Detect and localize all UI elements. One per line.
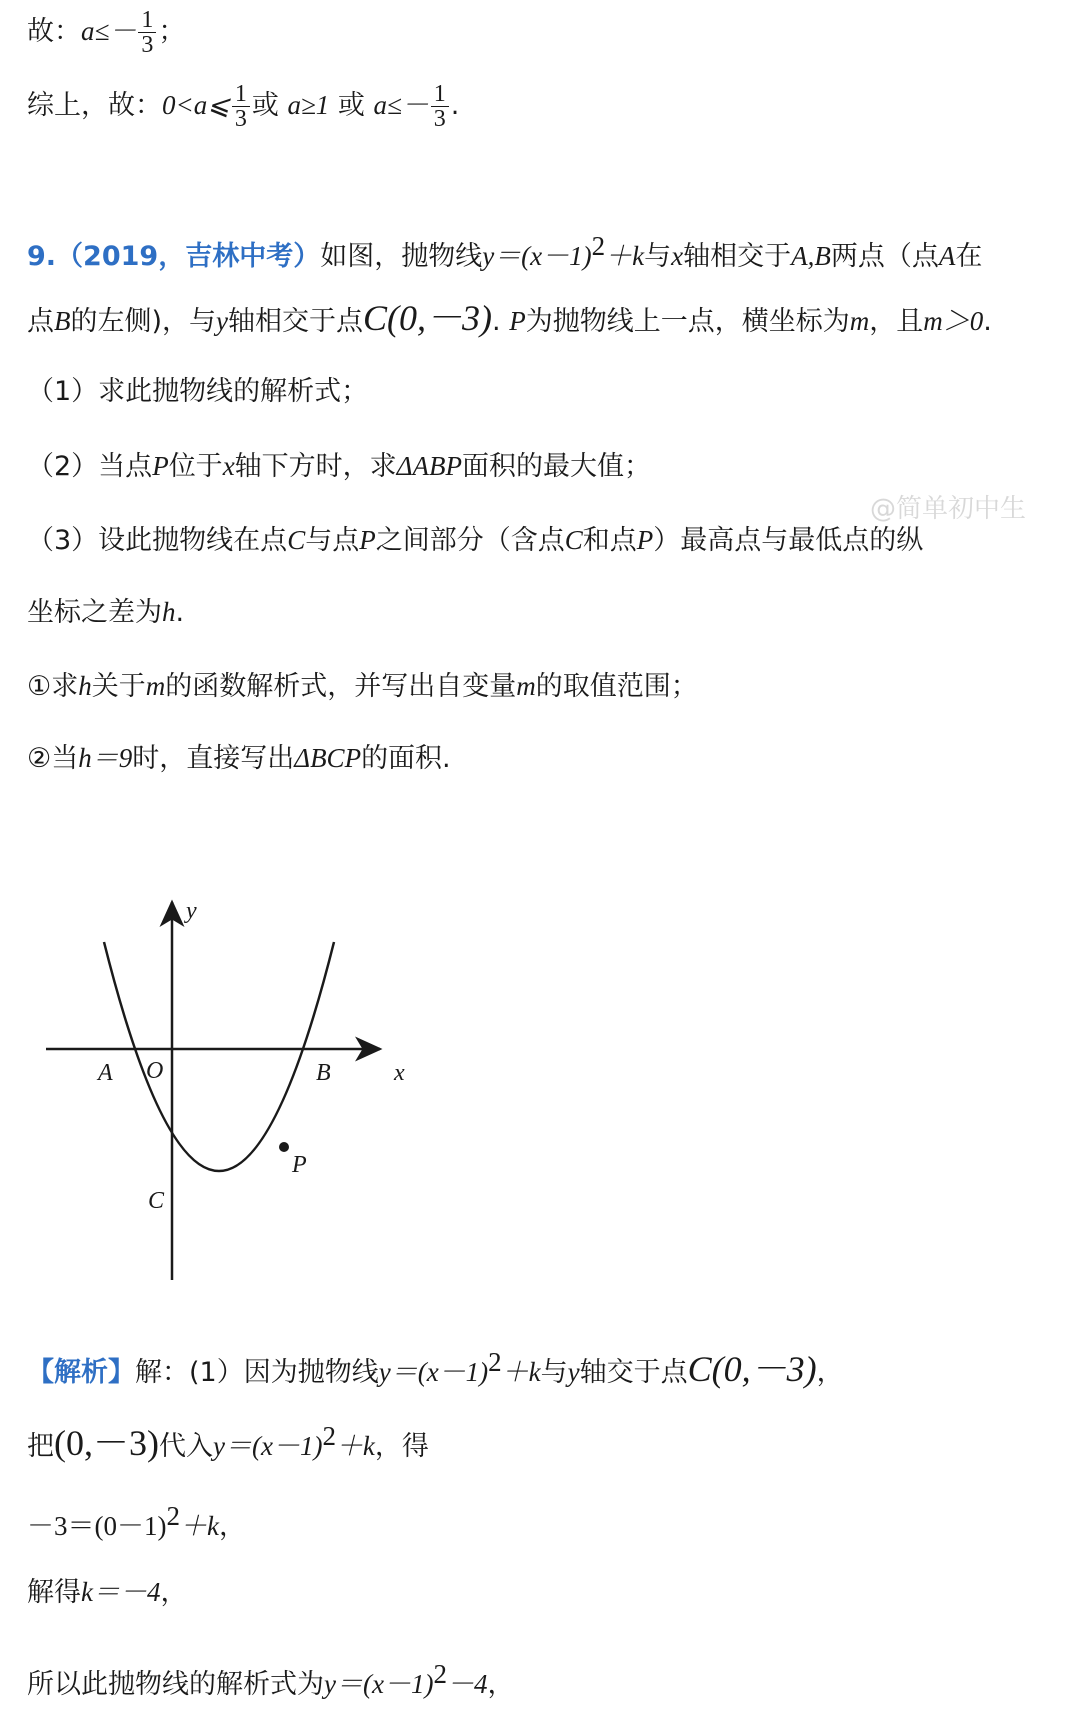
math: m <box>849 306 870 336</box>
text: ， <box>487 1669 515 1700</box>
text: 为抛物线上一点，横坐标为 <box>525 306 850 337</box>
math: B <box>54 306 71 336</box>
problem-line-1 <box>27 226 982 277</box>
text: 综上，故： <box>27 90 162 121</box>
x-axis-label: x <box>394 1060 405 1086</box>
parabola-figure <box>0 880 460 1300</box>
question-2 <box>27 446 651 487</box>
text: ， <box>218 1511 246 1542</box>
math: x <box>671 241 684 271</box>
prev-line-1 <box>27 8 185 57</box>
watermark: @简单初中生 <box>870 494 1027 524</box>
text: 与 <box>540 1357 568 1388</box>
text: ②当 <box>27 743 79 774</box>
text: ， <box>816 1357 844 1388</box>
fraction-den: 3 <box>234 106 247 132</box>
text: 解：(1）因为抛物线 <box>135 1357 379 1388</box>
question-1 <box>27 372 368 412</box>
math: a≥1 <box>287 90 330 120</box>
math: a≤－ <box>81 16 137 46</box>
math: y＝(x－1) <box>212 1431 323 1461</box>
math: a≤－ <box>373 90 429 120</box>
text: （1）求此抛物线的解析式； <box>27 376 369 407</box>
math: C(0,－3) <box>687 1349 817 1389</box>
text: 轴交于点 <box>579 1357 688 1388</box>
text: 故： <box>27 16 81 47</box>
exponent: 2 <box>488 1347 502 1377</box>
text: ，且 <box>869 306 924 337</box>
text: ）最高点与最低点的纵 <box>653 525 924 556</box>
text: ； <box>158 16 186 47</box>
math: C <box>287 525 306 555</box>
fraction <box>232 82 250 131</box>
fraction <box>138 8 156 57</box>
text: （3）设此抛物线在点 <box>27 525 288 556</box>
math: 0<a⩽ <box>162 90 230 120</box>
prev-line-2 <box>27 82 459 131</box>
math: h <box>162 597 176 627</box>
math: P <box>359 525 376 555</box>
math: ΔBCP <box>294 743 362 773</box>
text: 或 <box>337 90 365 121</box>
text: ①求 <box>27 671 79 702</box>
text: . <box>175 597 185 628</box>
fraction-den: 3 <box>141 32 154 58</box>
fraction-num: 1 <box>138 8 156 33</box>
math: P <box>636 525 654 555</box>
text: 解得 <box>27 1577 81 1608</box>
exponent: 2 <box>322 1421 336 1451</box>
text: . <box>983 306 992 337</box>
math: y <box>567 1357 580 1387</box>
text: 位于 <box>168 451 223 482</box>
math: y＝(x－1) <box>378 1357 489 1387</box>
solution-line-5 <box>27 1654 514 1705</box>
text: 把 <box>27 1431 54 1462</box>
text: 的取值范围； <box>535 671 698 702</box>
text: 面积的最大值； <box>462 451 651 482</box>
parabola-curve <box>104 942 334 1171</box>
text: 轴相交于点 <box>228 306 364 337</box>
text: ，得 <box>374 1431 429 1462</box>
math: P <box>509 306 526 336</box>
question-3-cont <box>27 592 184 633</box>
point-c-label: C <box>148 1188 165 1214</box>
text: 轴下方时，求 <box>234 451 397 482</box>
math: ＋k <box>605 241 645 271</box>
point-a-label: A <box>98 1060 113 1086</box>
fraction-den: 3 <box>433 106 446 132</box>
math: ＋k <box>179 1511 219 1541</box>
math: m＞0 <box>923 306 984 336</box>
text: 坐标之差为 <box>27 597 162 628</box>
math: k＝－4 <box>81 1577 161 1607</box>
subquestion-1 <box>27 666 698 707</box>
math: y＝(x－1) <box>324 1669 434 1699</box>
solution-tag: 【解析】 <box>27 1357 135 1388</box>
math: P <box>152 451 169 481</box>
origin-label: O <box>146 1058 164 1084</box>
math: m <box>145 671 166 701</box>
math: ＋k <box>335 1431 375 1461</box>
text: 之间部分（含点 <box>375 525 565 556</box>
text: 的函数解析式，并写出自变量 <box>165 671 517 702</box>
exponent: 2 <box>433 1659 447 1689</box>
solution-line-2 <box>27 1416 429 1467</box>
exponent: 2 <box>166 1501 180 1531</box>
math: C(0,－3) <box>363 298 493 338</box>
text: 轴相交于 <box>683 241 792 272</box>
problem-number: 9.（2019，吉林中考） <box>27 241 321 272</box>
point-b-label: B <box>316 1060 331 1086</box>
text: 的左侧)，与 <box>70 306 217 337</box>
text: 与点 <box>305 525 360 556</box>
math: A <box>938 241 956 271</box>
math: y <box>216 306 229 336</box>
point-p-label: P <box>292 1152 307 1178</box>
math: C <box>564 525 583 555</box>
problem-line-2 <box>27 298 992 342</box>
solution-line-4 <box>27 1572 187 1613</box>
text: 关于 <box>91 671 146 702</box>
point-p <box>279 1142 289 1152</box>
text: 在 <box>955 241 983 272</box>
y-axis-label: y <box>186 898 197 924</box>
solution-line-1 <box>27 1342 844 1393</box>
text: 和点 <box>582 525 637 556</box>
text: . <box>492 306 501 337</box>
text: 所以此抛物线的解析式为 <box>27 1669 324 1700</box>
text: 代入 <box>158 1431 213 1462</box>
math: x <box>222 451 235 481</box>
math: ΔABP <box>396 451 462 481</box>
text: 与 <box>644 241 672 272</box>
text: 的面积. <box>361 743 451 774</box>
text: 时，直接写出 <box>132 743 295 774</box>
text: 点 <box>27 306 54 337</box>
text: （2）当点 <box>27 451 153 482</box>
fraction <box>431 82 449 131</box>
math: ＋k <box>501 1357 541 1387</box>
subquestion-2 <box>27 738 451 779</box>
text: 如图，抛物线 <box>320 241 483 272</box>
text: 或 <box>251 90 279 121</box>
text: . <box>450 90 460 121</box>
fraction-num: 1 <box>232 82 250 107</box>
math: h <box>78 671 92 701</box>
math: (0,－3) <box>54 1423 159 1463</box>
solution-line-3 <box>27 1496 246 1547</box>
math: y＝(x－1) <box>482 241 592 271</box>
math: m <box>516 671 536 701</box>
text: 两点（点 <box>830 241 939 272</box>
math: －4 <box>446 1669 488 1699</box>
math: －3＝(0－1) <box>27 1511 167 1541</box>
exponent: 2 <box>591 231 606 261</box>
math: h＝9 <box>78 743 133 773</box>
text: ， <box>160 1577 188 1608</box>
question-3 <box>27 520 923 561</box>
math: A,B <box>791 241 831 271</box>
fraction-num: 1 <box>431 82 449 107</box>
